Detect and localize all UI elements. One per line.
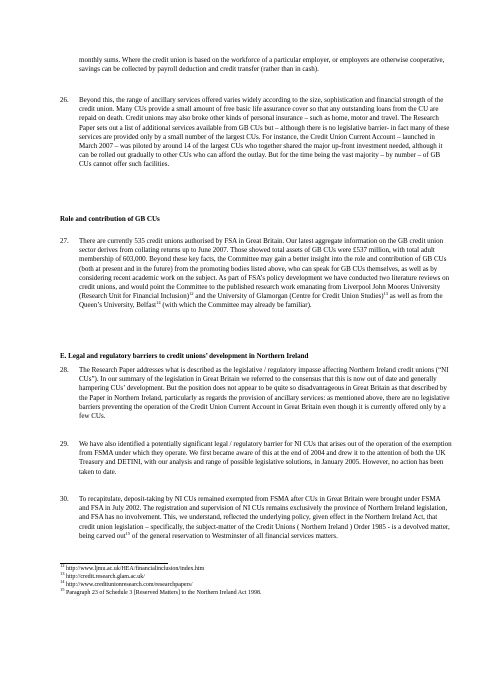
- footnote-number: 14: [60, 579, 65, 584]
- footnote-ref-12: 12: [189, 291, 194, 297]
- paragraph-number-26: 26.: [60, 96, 69, 104]
- continuation-paragraph: monthly sums. Where the credit union is based on the workforce of a particular employer, or employers are otherwise cooperative, savings can be collected by payroll deduction and credit transfer (rather than in cash).: [79, 56, 445, 74]
- footnote-ref-15: 15: [125, 530, 131, 536]
- footnote-ref-13: 13: [383, 291, 389, 297]
- footnote-link: http://www.ljmu.ac.uk/HEA/financialinclusion/index.htm: [64, 566, 205, 572]
- paragraph-30-part-b: of the general reservation to Westminster of all financial services matters.: [130, 531, 338, 540]
- paragraph-29: We have also identified a potentially significant legal / regulatory barrier for NI CUs that arises out of the operation of the exemption from FSMA under which they operate. We first became aware of this at the end of 2004 and drew it to the attention of both the UK Treasury and DETINI, with our analysis and range of possible legislative solutions, in January 2005. However, no action has been taken to date.: [79, 440, 452, 476]
- paragraph-number-27: 27.: [60, 237, 69, 245]
- footnote-divider: [60, 563, 168, 564]
- footnote-link: http://credit.research.glam.ac.uk/: [64, 574, 145, 580]
- footnote-link: http://www.creditunionresearch.com/researchpapers/: [64, 582, 193, 588]
- paragraph-27: [79, 237, 452, 311]
- section-heading-role: Role and contribution of GB CUs: [60, 215, 160, 223]
- paragraph-27-part-a: There are currently 535 credit unions authorised by FSA in Great Britain. Our latest aggregate information on the GB credit union sector derives from collating returns up to June 2007. Those showed total assets of GB CUs were £537 million, with total adult membership of 603,000. Beyond these key facts, the Committee may gain a better insight into the role and contribution of GB CUs (both at present and in the future) from the promoting bodies listed above, who can speak for GB CUs themselves, as well as by considering recent academic work on the subject. As part of FSA’s policy development we have conducted two literature reviews on credit unions, and would point the Committee to the published research work emanating from Liverpool John Moores University (Research Unit for Financial Inclusion): [79, 237, 450, 301]
- footnote-number: 12: [60, 563, 65, 568]
- paragraph-27-part-d: (with which the Committee may already be familiar).: [160, 301, 312, 310]
- footnote-text: Paragraph 23 of Schedule 3 [Reserved Matters] to the Northern Ireland Act 1998.: [64, 590, 262, 596]
- footnote-number: 15: [60, 587, 65, 592]
- paragraph-27-part-b: and the University of Glamorgan (Centre for Credit Union Studies): [193, 292, 384, 301]
- paragraph-27-part-c: as well as from the Queen’s University, Belfast: [79, 292, 443, 310]
- footnote-13: [60, 571, 145, 581]
- footnote-14: [60, 579, 193, 589]
- paragraph-30-part-a: To recapitulate, deposit-taking by NI CUs remained exempted from FSMA after CUs in Great Britain were brought under FSMA and FSA in July 2002. The registration and supervision of NI CUs remains exclusively the province of Northern Ireland legislation, and FSA has no involvement. This, we understand, reflected the underlying policy, given effect in the Northern Ireland Act, that credit union legislation – specifically, the subject-matter of the Credit Unions ( Northern Ireland ) Order 1985 - is a devolved matter, being carved out: [79, 495, 450, 540]
- paragraph-28: The Research Paper addresses what is described as the legislative / regulatory impasse affecting Northern Ireland credit unions (“NI CUs”). In our summary of the legislation in Great Britain we referred to the consensus that this is now out of date and generally hampering CUs’ development. But the position does not appear to be quite so disadvantageous in Great Britain as that described by the Paper in Northern Ireland, particularly as regards the provision of ancillary services: as mentioned above, there are no legislative barriers preventing the operation of the Credit Union Current Account in Great Britain even though it is currently offered only by a few CUs.: [79, 366, 450, 421]
- paragraph-number-30: 30.: [60, 495, 69, 503]
- footnote-ref-14: 14: [156, 300, 161, 306]
- footnote-number: 13: [60, 571, 65, 576]
- paragraph-number-29: 29.: [60, 440, 69, 448]
- paragraph-26: Beyond this, the range of ancillary services offered varies widely according to the size, sophistication and financial strength of the credit union. Many CUs provide a small amount of free basic life assurance cover so that any outstanding loans from the CU are repaid on death. Credit unions may also broke other kinds of personal insurance – such as home, motor and travel. The Research Paper sets out a list of additional services available from GB CUs but – although there is no legislative barrier- in fact many of these services are provided only by a small number of the largest CUs. For instance, the Credit Union Current Account – launched in March 2007 – was piloted by around 14 of the largest CUs who together shared the major up-front investment needed, although it can be rolled out gradually to other CUs who can afford the outlay. But for the time being the vast majority – by number – of GB CUs cannot offer such facilities.: [79, 96, 450, 169]
- section-heading-barriers: E. Legal and regulatory barriers to credit unions’ development in Northern Ireland: [60, 352, 309, 360]
- footnote-12: [60, 563, 205, 573]
- paragraph-30: [79, 495, 452, 541]
- paragraph-number-28: 28.: [60, 366, 69, 374]
- footnote-15: [60, 587, 262, 597]
